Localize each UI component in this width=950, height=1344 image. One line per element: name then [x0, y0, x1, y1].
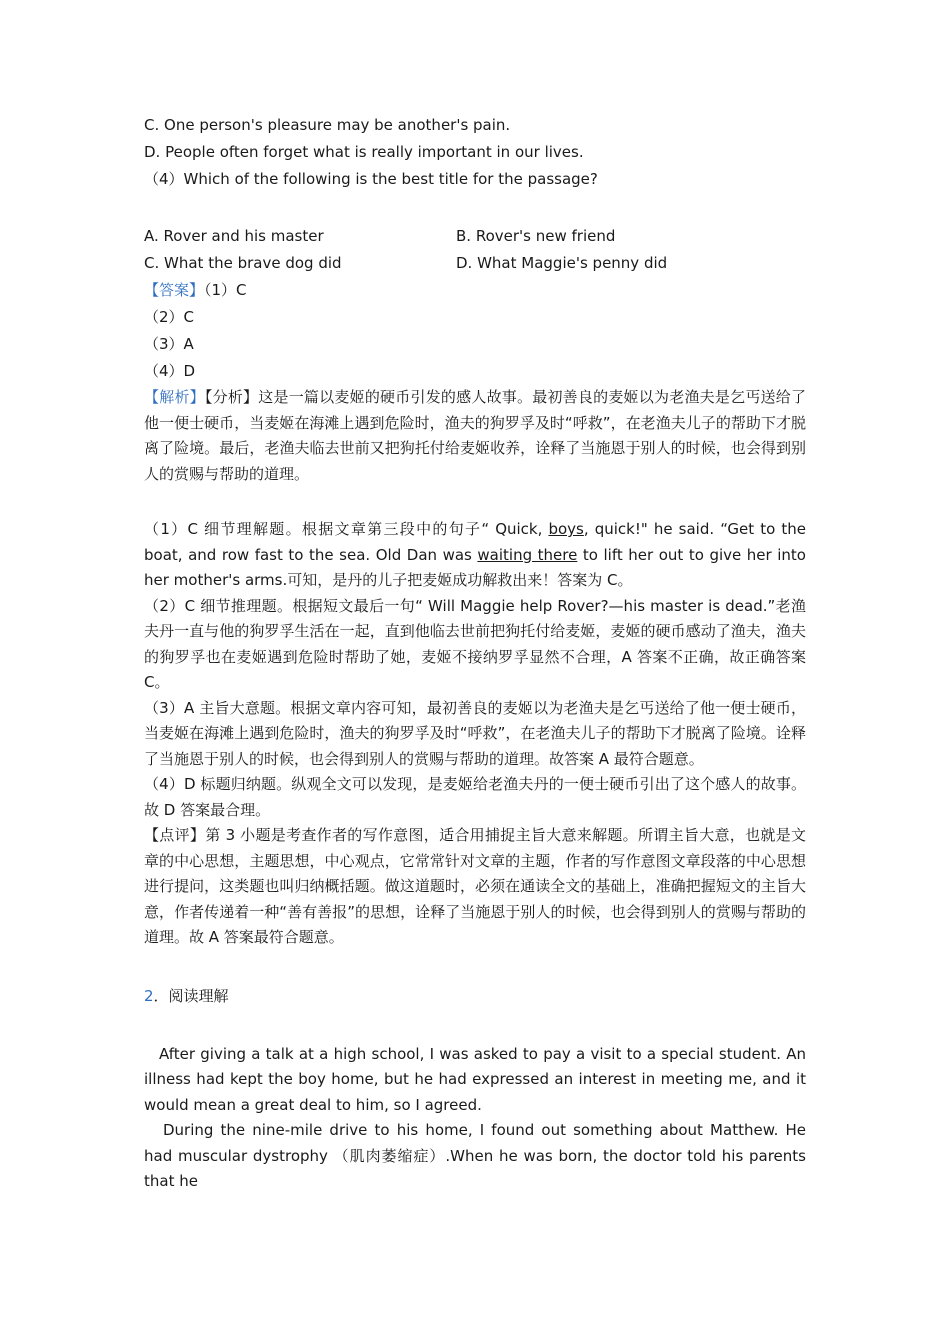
explanation-1-underline-waiting: waiting there: [477, 545, 578, 564]
q4-option-d: D. What Maggie's penny did: [456, 254, 668, 272]
q4-options-row-2: [144, 250, 806, 277]
q3-option-d: D. People often forget what is really important in our lives.: [144, 143, 584, 161]
spacer: [144, 193, 806, 223]
explanation-1-text-b: , quick!" he said. “Get to the boat, and row fast to the sea. Old Dan was: [144, 520, 806, 564]
q4-question: （4）Which of the following is the best title for the passage?: [144, 170, 598, 188]
q4-option-c: C. What the brave dog did: [144, 254, 342, 272]
explanation-3: （3）A 主旨大意题。根据文章内容可知，最初善良的麦姬以为老渔夫是乞丐送给了他一便士硬币，当麦姬在海滩上遇到危险时，渔夫的狗罗孚及时“呼救”，在老渔夫儿子的帮助下才脱离了险境。诠释了当施恩于别人的时候，也会得到别人的赏赐与帮助的道理。故答案 A 最符合题意。: [144, 698, 806, 768]
q3-option-c: C. One person's pleasure may be another's pain.: [144, 116, 511, 134]
comment: 【点评】第 3 小题是考查作者的写作意图，适合用捕捉主旨大意来解题。所谓主旨大意，也就是文章的中心思想，主题思想，中心观点，它常常针对文章的主题，作者的写作意图文章段落的中心思想进行提问，这类题也叫归纳概括题。做这道题时，必须在通读全文的基础上，准确把握短文的主旨大意，作者传递着一种“善有善报”的思想，诠释了当施恩于别人的时候，也会得到别人的赏赐与帮助的道理。故 A 答案最符合题意。: [144, 826, 806, 946]
section-2-title: ．阅读理解: [153, 986, 229, 1005]
passage-paragraph-1: After giving a talk at a high school, I was asked to pay a visit to a special student. An illness had kept the boy home, but he had expressed an interest in meeting me, and it would mean a great deal to him, so I agreed.: [144, 1044, 806, 1114]
answer-1: （1）C: [204, 281, 247, 299]
answer-line: [144, 277, 806, 304]
section-2-heading: [144, 983, 806, 1010]
answer-tag: 【答案】: [144, 281, 205, 299]
document-body: [144, 112, 806, 1195]
explanation-1: [144, 517, 806, 594]
answer-4: （4）D: [144, 362, 196, 380]
passage-paragraph-2: During the nine-mile drive to his home, I found out something about Matthew. He had muscular dystrophy （肌肉萎缩症）.When he was born, the doctor told his parents that he: [144, 1121, 806, 1190]
explanation-2: （2）C 细节推理题。根据短文最后一句“ Will Maggie help Rover?—his master is dead.”老渔夫丹一直与他的狗罗孚生活在一起，直到他临去世前把狗托付给麦姬，麦姬的硬币感动了渔夫，渔夫的狗罗孚也在麦姬遇到危险时帮助了她，麦姬不接纳罗孚显然不合理，A 答案不正确，故正确答案 C。: [144, 596, 806, 691]
section-2-number: 2: [144, 986, 154, 1005]
spacer: [144, 1010, 806, 1042]
explanation-1-underline-boys: boys: [548, 520, 584, 538]
spacer: [144, 951, 806, 983]
answer-3: （3）A: [144, 335, 194, 353]
q4-option-a: A. Rover and his master: [144, 227, 324, 245]
analysis-summary-text: 【分析】这是一篇以麦姬的硬币引发的感人故事。最初善良的麦姬以为老渔夫是乞丐送给了他一便士硬币，当麦姬在海滩上遇到危险时，渔夫的狗罗孚及时“呼救”，在老渔夫儿子的帮助下才脱离了险境。最后，老渔夫临去世前又把狗托付给麦姬收养，诠释了当施恩于别人的时候，也会得到别人的赏赐与帮助的道理。: [144, 388, 806, 483]
analysis-tag: 【解析】: [144, 388, 205, 406]
analysis-summary: [144, 385, 806, 487]
q4-options-row-1: [144, 223, 806, 250]
explanation-1-text-c: to lift her out to give her into her mother's arms.可知，是丹的儿子把麦姬成功解救出来！答案为 C。: [144, 545, 806, 589]
explanation-4: （4）D 标题归纳题。纵观全文可以发现，是麦姬给老渔夫丹的一便士硬币引出了这个感人的故事。故 D 答案最合理。: [144, 775, 806, 819]
answer-2: （2）C: [144, 308, 195, 326]
spacer: [144, 487, 806, 517]
explanation-1-text-a: （1）C 细节理解题。根据文章第三段中的句子“ Quick,: [144, 520, 549, 538]
q4-option-b: B. Rover's new friend: [456, 227, 616, 245]
